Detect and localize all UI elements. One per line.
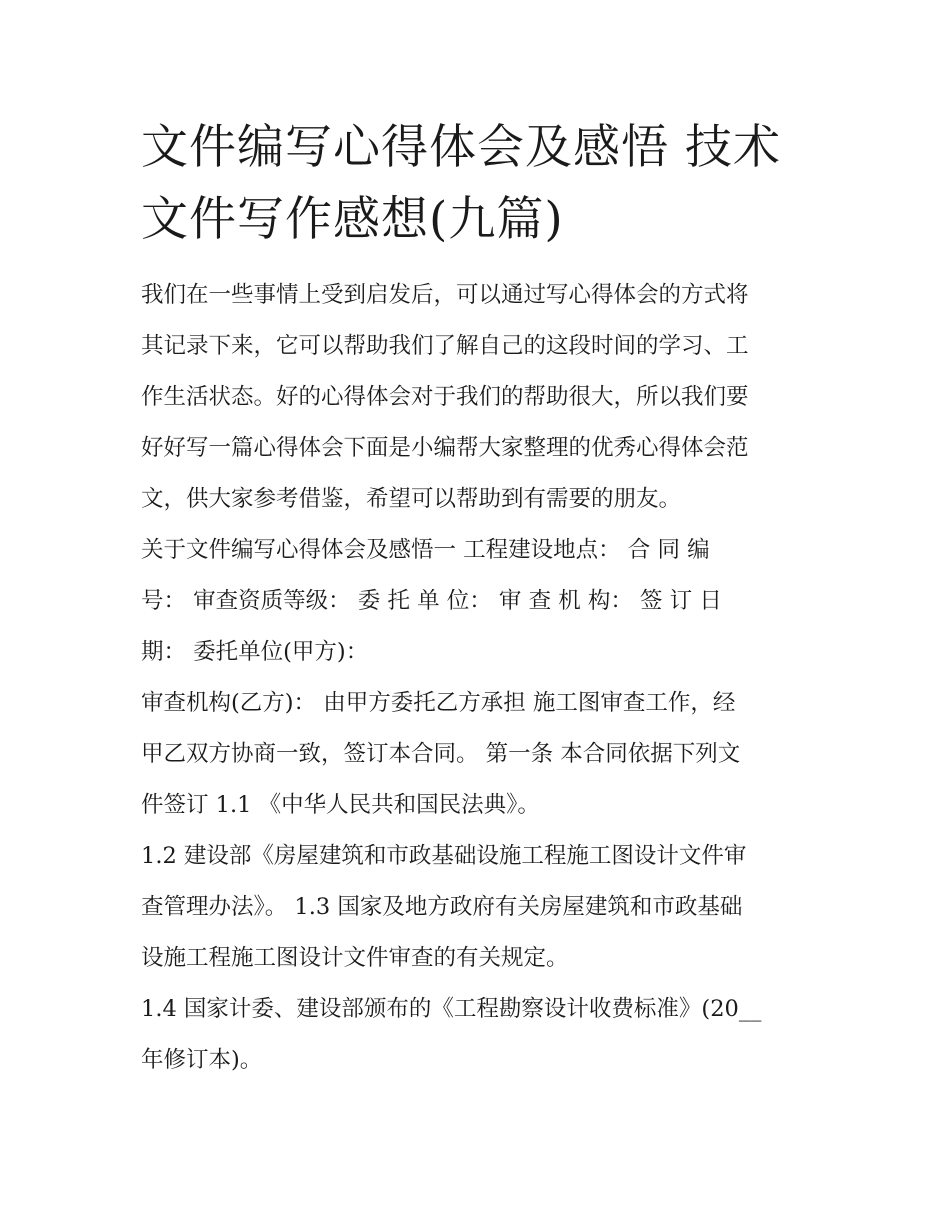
paragraph-line: 件签订 1.1 《中华人民共和国民法典》。 bbox=[141, 792, 540, 818]
contract-clause-paragraph bbox=[141, 831, 813, 984]
paragraph-line: 号： 审查资质等级： 委 托 单 位： 审 查 机 构： 签 订 日 bbox=[141, 588, 722, 614]
title-line: 文件写作感想(九篇) bbox=[141, 192, 564, 247]
title-line: 文件编写心得体会及感悟 技术 bbox=[141, 120, 781, 175]
paragraph-line: 关于文件编写心得体会及感悟一 工程建设地点： 合 同 编 bbox=[141, 537, 710, 563]
document-title bbox=[141, 112, 813, 256]
paragraph-line: 审查机构(乙方)： 由甲方委托乙方承担 施工图审查工作，经 bbox=[141, 690, 736, 716]
contract-parties-paragraph bbox=[141, 678, 813, 831]
paragraph-line: 查管理办法》。 1.3 国家及地方政府有关房屋建筑和市政基础 bbox=[141, 894, 743, 920]
paragraph-line: 1.2 建设部《房屋建筑和市政基础设施工程施工图设计文件审 bbox=[141, 843, 747, 869]
paragraph-line: 文，供大家参考借鉴，希望可以帮助到有需要的朋友。 bbox=[141, 486, 682, 512]
paragraph-line: 我们在一些事情上受到启发后，可以通过写心得体会的方式将 bbox=[141, 282, 749, 308]
paragraph-line: 甲乙双方协商一致，签订本合同。 第一条 本合同依据下列文 bbox=[141, 741, 741, 767]
document-body bbox=[141, 112, 813, 1086]
paragraph-line: 年修订本)。 bbox=[141, 1047, 263, 1073]
contract-header-paragraph bbox=[141, 525, 813, 678]
contract-clause-paragraph bbox=[141, 984, 813, 1086]
paragraph-line: 期： 委托单位(甲方)： bbox=[141, 639, 369, 665]
paragraph-line: 1.4 国家计委、建设部颁布的《工程勘察设计收费标准》(20__ bbox=[141, 996, 762, 1022]
paragraph-line: 其记录下来，它可以帮助我们了解自己的这段时间的学习、工 bbox=[141, 333, 749, 359]
paragraph-line: 好好写一篇心得体会下面是小编帮大家整理的优秀心得体会范 bbox=[141, 435, 749, 461]
paragraph-line: 设施工程施工图设计文件审查的有关规定。 bbox=[141, 945, 569, 971]
intro-paragraph bbox=[141, 270, 813, 525]
paragraph-line: 作生活状态。好的心得体会对于我们的帮助很大，所以我们要 bbox=[141, 384, 749, 410]
